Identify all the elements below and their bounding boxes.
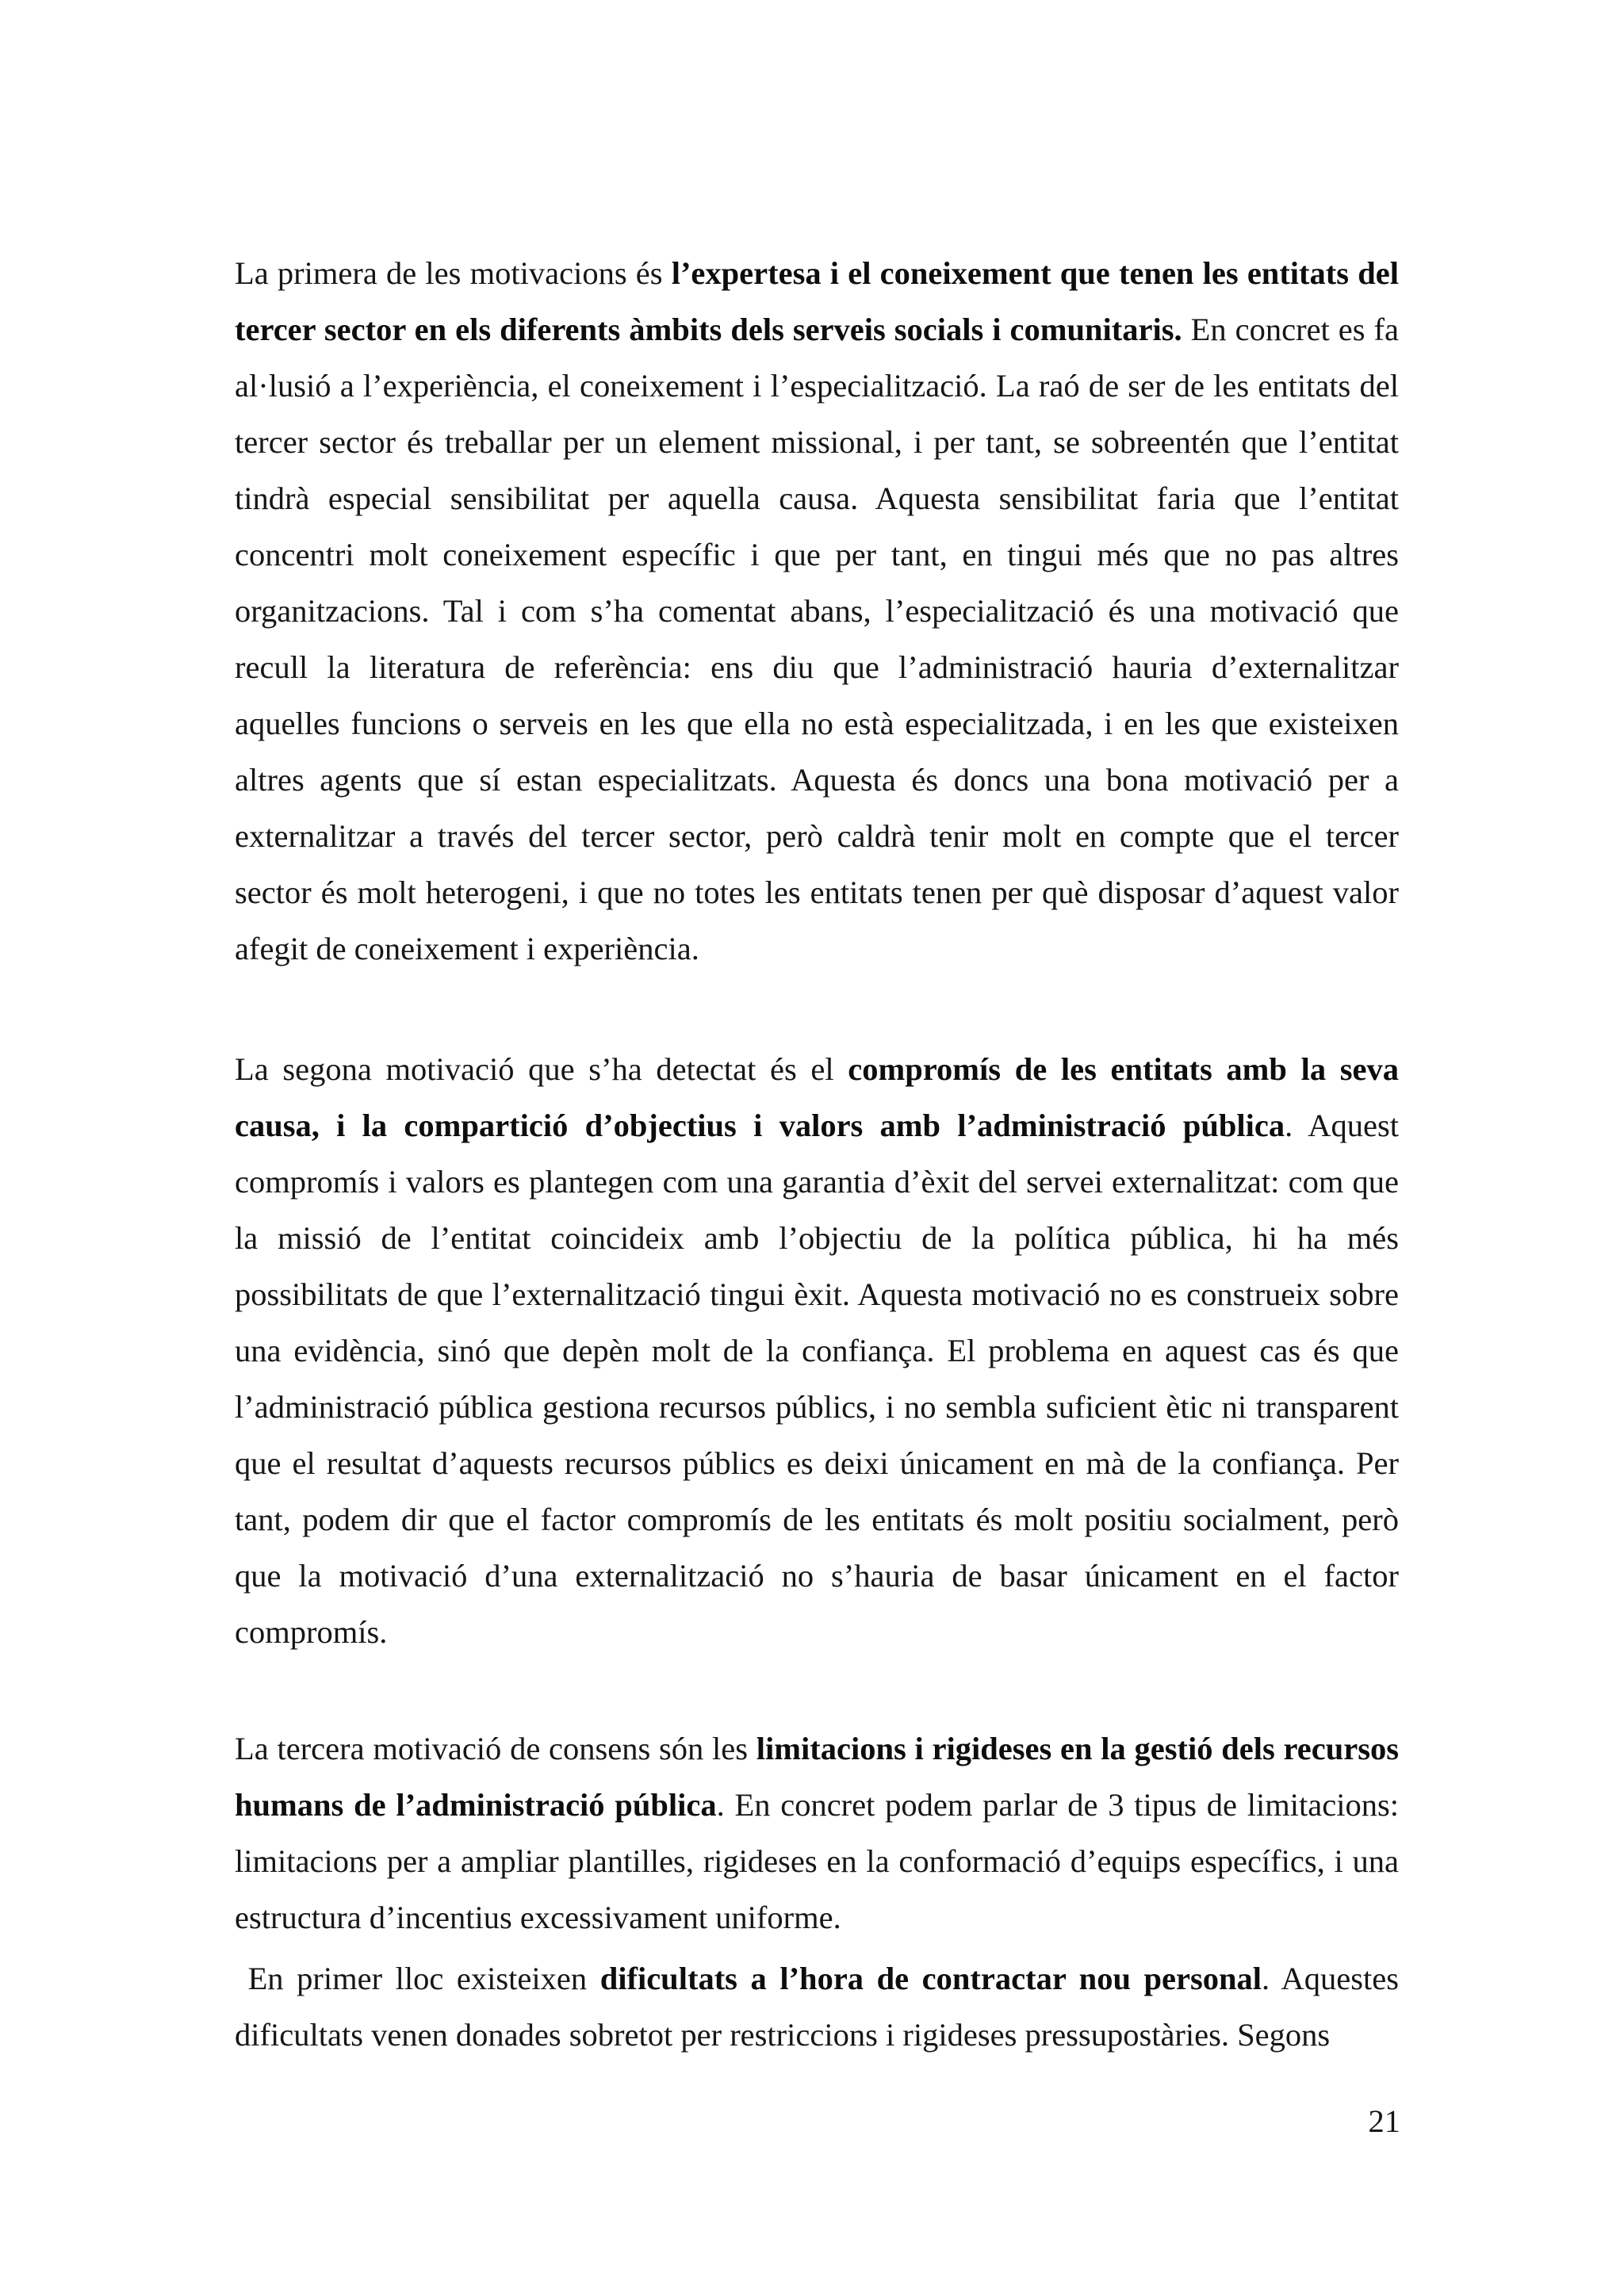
paragraph-text: . Aquest compromís i valors es plantegen com una garantia d’èxit del servei externalitzat: com que la missió de l’entitat coincideix amb l’objectiu de la política pública, hi ha més possibilitats de que l’externalització tingui èxit. Aquesta motivació no es construeix sobre una evidència, sinó que depèn molt de la confiança. El problema en aquest cas és que l’administració pública gestiona recursos públics, i no sembla suficient ètic ni transparent que el resultat d’aquests recursos públics es deixi únicament en mà de la confiança. Per tant, podem dir que el factor compromís de les entitats és molt positiu socialment, però que la motivació d’una externalització no s’hauria de basar únicament en el factor compromís. — [235, 1108, 1399, 1650]
paragraph-commitment — [235, 1041, 1399, 1660]
paragraph-expertise — [235, 245, 1399, 977]
page-number: 21 — [1368, 2103, 1400, 2139]
paragraph-emphasis: dificultats a l’hora de contractar nou personal — [599, 1961, 1262, 1996]
paragraph-emphasis: limitacions i rigideses en la gestió dels recursos humans de l’administració pública — [235, 1731, 1399, 1823]
paragraph-hr-limitations — [235, 1720, 1399, 1946]
paragraph-hiring-difficulties — [235, 1950, 1399, 2063]
paragraph-text: La primera de les motivacions és — [235, 255, 672, 291]
paragraph-text: La segona motivació que s’ha detectat és el — [235, 1051, 848, 1087]
paragraph-text: En concret es fa al·lusió a l’experiència, el coneixement i l’especialització. La raó de ser de les entitats del tercer sector és treballar per un element missional, i per tant, se sobreentén que l’entitat tindrà especial sensibilitat per aquella causa. Aquesta sensibilitat faria que l’entitat concentri molt coneixement específic i que per tant, en tingui més que no pas altres organitzacions. Tal i com s’ha comentat abans, l’especialització és una motivació que recull la literatura de referència: ens diu que l’administració hauria d’externalitzar aquelles funcions o serveis en les que ella no està especialitzada, i en les que existeixen altres agents que sí estan especialitzats. Aquesta és doncs una bona motivació per a externalitzar a través del tercer sector, però caldrà tenir molt en compte que el tercer sector és molt heterogeni, i que no totes les entitats tenen per què disposar d’aquest valor afegit de coneixement i experiència. — [235, 312, 1399, 966]
paragraph-text: En primer lloc existeixen — [235, 1961, 600, 1996]
paragraph-emphasis: l’expertesa i el coneixement que tenen les entitats del tercer sector en els diferents àmbits dels serveis socials i comunitaris. — [235, 255, 1399, 347]
paragraph-emphasis: compromís de les entitats amb la seva causa, i la compartició d’objectius i valors amb l’administració pública — [235, 1051, 1399, 1143]
paragraph-text: . Aquestes dificultats venen donades sobretot per restriccions i rigideses pressupostàries. Segons — [235, 1961, 1399, 2053]
paragraph-text: La tercera motivació de consens són les — [235, 1731, 756, 1766]
paragraph-text: . En concret podem parlar de 3 tipus de limitacions: limitacions per a ampliar plantilles, rigideses en la conformació d’equips específics, i una estructura d’incentius excessivament uniforme. — [235, 1787, 1399, 1935]
